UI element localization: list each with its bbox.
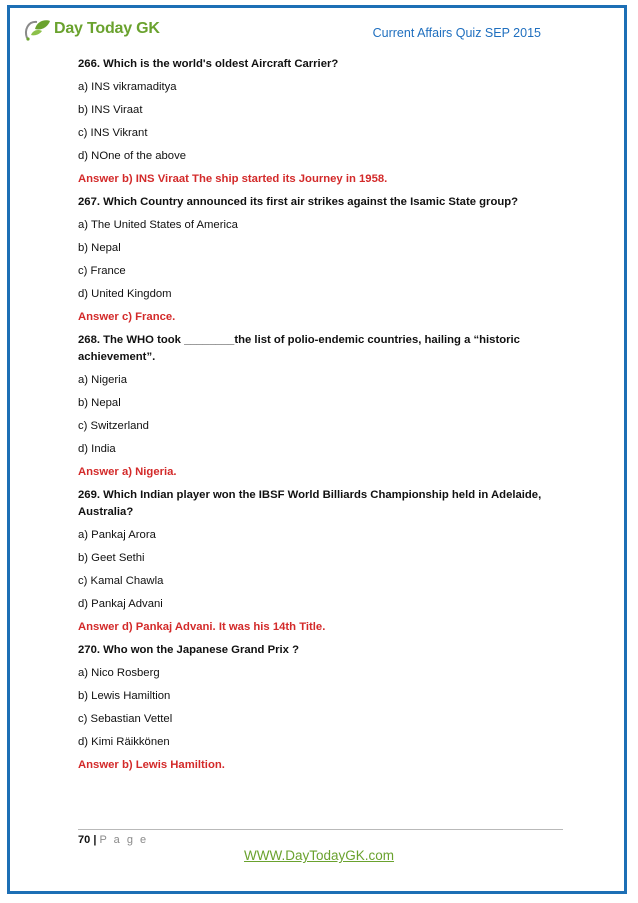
question-block [78,56,558,188]
answer-option: b) Nepal [78,242,121,254]
page-number [78,834,148,846]
correct-answer: Answer b) INS Viraat The ship started its Journey in 1958. [78,173,388,185]
answer-option: d) Pankaj Advani [78,598,163,610]
question-title: 267. Which Country announced its first air strikes against the Isamic State group? [78,196,519,208]
page-word: P a g e [99,834,149,846]
answer-option: a) Nigeria [78,374,127,386]
question-title: 268. The WHO took ________the list of polio-endemic countries, hailing a “historic achievement”. [78,334,520,363]
quiz-content [78,56,558,780]
correct-answer: Answer b) Lewis Hamiltion. [78,759,225,771]
question-title: 270. Who won the Japanese Grand Prix ? [78,644,299,656]
question-block [78,487,558,636]
page-separator: | [93,834,97,846]
footer-divider [78,829,563,830]
logo-text: Day Today GK [54,20,160,37]
answer-option: d) India [78,443,116,455]
logo [22,16,160,42]
answer-option: c) INS Vikrant [78,127,148,139]
answer-option: d) Kimi Räikkönen [78,736,170,748]
answer-option: a) Nico Rosberg [78,667,160,679]
page-header [0,0,638,50]
leaf-logo-icon [22,16,54,42]
correct-answer: Answer c) France. [78,311,176,323]
document-title: Current Affairs Quiz SEP 2015 [372,26,541,40]
answer-option: b) Lewis Hamiltion [78,690,171,702]
answer-option: b) Nepal [78,397,121,409]
answer-option: c) Kamal Chawla [78,575,164,587]
question-title: 269. Which Indian player won the IBSF World Billiards Championship held in Adelaide, Australia? [78,489,542,518]
question-block [78,194,558,326]
answer-option: a) The United States of America [78,219,238,231]
answer-option: c) France [78,265,126,277]
answer-option: d) United Kingdom [78,288,172,300]
answer-option: b) INS Viraat [78,104,143,116]
answer-option: d) NOne of the above [78,150,187,162]
page-number-value: 70 [78,834,91,846]
answer-option: c) Sebastian Vettel [78,713,173,725]
answer-option: c) Switzerland [78,420,149,432]
correct-answer: Answer a) Nigeria. [78,466,177,478]
question-block [78,642,558,774]
correct-answer: Answer d) Pankaj Advani. It was his 14th Title. [78,621,326,633]
answer-option: a) INS vikramaditya [78,81,177,93]
answer-option: b) Geet Sethi [78,552,145,564]
answer-option: a) Pankaj Arora [78,529,156,541]
question-title: 266. Which is the world's oldest Aircraft Carrier? [78,58,339,70]
question-block [78,332,558,481]
website-link[interactable]: WWW.DayTodayGK.com [243,848,395,863]
